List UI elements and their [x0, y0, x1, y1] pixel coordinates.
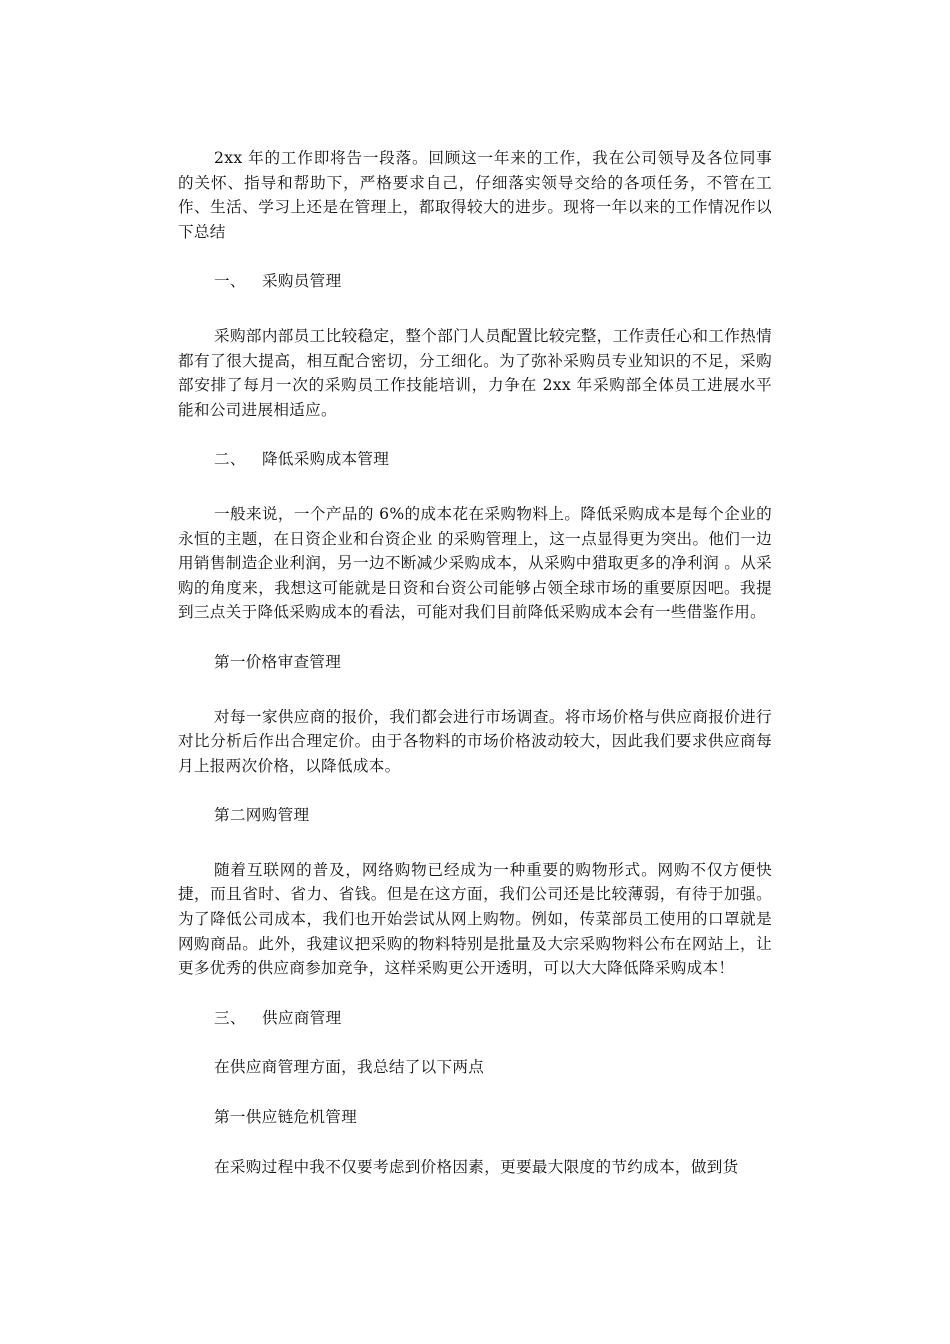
section1-paragraph: 采购部内部员工比较稳定，整个部门人员配置比较完整，工作责任心和工作热情都有了很大提高，相互配合密切，分工细化。为了弥补采购员专业知识的不足，采购部安排了每月一次的采购员工作技能培训，力争在 2xx 年采购部全体员工进展水平能和公司进展相适应。: [178, 326, 772, 419]
section-title: 降低采购成本管理: [262, 450, 390, 469]
intro-paragraph: 2xx 年的工作即将告一段落。回顾这一年来的工作，我在公司领导及各位同事的关怀、指导和帮助下，严格要求自己，仔细落实领导交给的各项任务，不管在工作、生活、学习上还是在管理上，都取得较大的进步。现将一年以来的工作情况作以下总结: [178, 149, 772, 241]
section-number: 三、: [214, 1008, 246, 1027]
document-page: [178, 146, 772, 1179]
section-heading-cost-reduction: [178, 447, 772, 472]
section-number: 一、: [214, 272, 246, 291]
section2-paragraph: 一般来说，一个产品的 6%的成本花在采购物料上。降低采购成本是每个企业的永恒的主题，在日资企业和台资企业 的采购管理上，这一点显得更为突出。他们一边用销售制造企业利润，另一边不断减少采购成本，从采购中猎取更多的净利润 。从采购的角度来，我想这可能就是日资和台资公司能够占领全球市场的重要原因吧。我提到三点关于降低采购成本的看法，可能对我们目前降低采购成本会有一些借鉴作用。: [178, 504, 772, 622]
section-heading-purchaser-management: [178, 269, 772, 294]
subheading-online-purchasing: 第二网购管理: [214, 806, 310, 825]
subheading-price-review: 第一价格审查管理: [214, 652, 342, 671]
section3-paragraph: 在供应商管理方面，我总结了以下两点: [214, 1058, 485, 1077]
supply-chain-paragraph: 在采购过程中我不仅要考虑到价格因素，更要最大限度的节约成本，做到货: [214, 1157, 739, 1176]
section-title: 供应商管理: [262, 1008, 342, 1027]
section-title: 采购员管理: [262, 272, 342, 291]
section-heading-supplier-management: [178, 1006, 772, 1031]
section-number: 二、: [214, 450, 246, 469]
price-review-paragraph: 对每一家供应商的报价，我们都会进行市场调查。将市场价格与供应商报价进行对比分析后作出合理定价。由于各物料的市场价格波动较大，因此我们要求供应商每月上报两次价格，以降低成本。: [178, 707, 772, 775]
online-purchasing-paragraph: 随着互联网的普及，网络购物已经成为一种重要的购物形式。网购不仅方便快捷，而且省时、省力、省钱。但是在这方面，我们公司还是比较薄弱，有待于加强。为了降低公司成本，我们也开始尝试从网上购物。例如，传菜部员工使用的口罩就是网购商品。此外，我建议把采购的物料特别是批量及大宗采购物料公布在网站上，让更多优秀的供应商参加竞争，这样采购更公开透明，可以大大降低降采购成本！: [178, 860, 772, 978]
subheading-supply-chain-crisis: 第一供应链危机管理: [214, 1108, 358, 1127]
